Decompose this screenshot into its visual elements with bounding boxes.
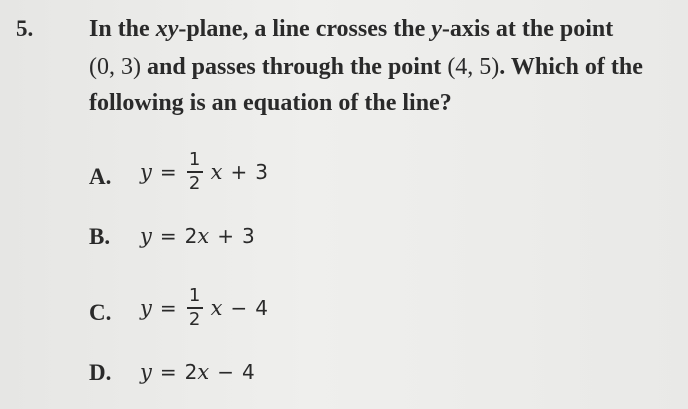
question-number: 5.	[16, 16, 34, 41]
fraction-denominator: 2	[188, 308, 201, 330]
operator: −	[217, 360, 234, 384]
operator: +	[230, 159, 248, 184]
question-text: and passes through the point	[140, 54, 448, 80]
operator: +	[217, 224, 234, 248]
question-variable: xy	[155, 16, 179, 42]
equation-variable: x	[210, 295, 223, 320]
equation-variable: x	[197, 224, 210, 248]
equation-coefficient: 2	[184, 360, 198, 384]
equation-variable: x	[197, 360, 210, 384]
equals-sign: =	[159, 295, 177, 320]
question-text-line-3: following is an equation of the line?	[89, 90, 452, 116]
equals-sign: =	[159, 159, 177, 184]
question-text-line-2	[89, 54, 643, 81]
choice-a[interactable]	[89, 151, 489, 201]
equation-lhs: y	[140, 295, 152, 320]
point-coordinate: (4, 5)	[447, 54, 500, 80]
choice-c[interactable]	[89, 287, 489, 337]
equation-lhs: y	[140, 159, 152, 184]
choice-equation	[140, 151, 268, 193]
fraction-numerator: 1	[188, 149, 201, 170]
choice-equation	[140, 287, 268, 329]
point-coordinate: (0, 3)	[89, 54, 141, 80]
question-text-line-1	[89, 16, 613, 43]
equation-constant: 4	[241, 360, 255, 384]
equation-coefficient: 2	[184, 224, 198, 248]
question-text: . Which of the	[499, 54, 643, 80]
equation-lhs: y	[140, 224, 152, 248]
operator: −	[230, 295, 248, 320]
equation-variable: x	[210, 159, 223, 184]
equals-sign: =	[159, 224, 177, 248]
question-text: -plane, a line crosses the	[178, 16, 432, 42]
choice-equation	[140, 224, 255, 248]
fraction	[187, 151, 203, 193]
fraction-numerator: 1	[188, 285, 201, 306]
equation-lhs: y	[140, 360, 152, 384]
fraction-denominator: 2	[188, 172, 201, 194]
choice-letter: A.	[89, 164, 112, 189]
fraction	[187, 287, 203, 329]
equation-constant: 3	[241, 224, 255, 248]
choice-letter: C.	[89, 300, 112, 325]
equation-constant: 3	[255, 159, 268, 184]
question-variable: y	[431, 16, 442, 42]
question-text: In the	[89, 16, 156, 42]
equals-sign: =	[159, 360, 177, 384]
choice-b[interactable]	[89, 222, 489, 272]
choice-d[interactable]	[89, 358, 489, 408]
choice-equation	[140, 360, 255, 384]
choice-letter: D.	[89, 360, 112, 385]
question-text: -axis at the point	[441, 16, 614, 42]
equation-constant: 4	[255, 295, 268, 320]
choice-letter: B.	[89, 224, 111, 249]
